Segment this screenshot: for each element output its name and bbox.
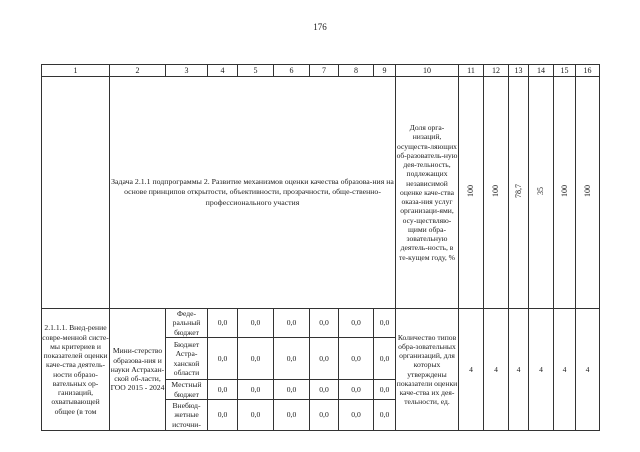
amount: 0,0 bbox=[274, 309, 310, 338]
task-value: 78,7 bbox=[513, 184, 523, 199]
task-value: 100 bbox=[582, 185, 592, 198]
measure-executor: Мини-стерство образова-ния и науки Астрахан-ской об-ласти, ГОО 2015 - 2024 bbox=[110, 309, 166, 431]
funding-source: Местный бюджет bbox=[166, 380, 208, 400]
amount: 0,0 bbox=[339, 338, 374, 380]
amount: 0,0 bbox=[274, 380, 310, 400]
task-value: 100 bbox=[466, 185, 476, 198]
column-number: 13 bbox=[509, 65, 529, 77]
task-value-cell bbox=[554, 77, 576, 309]
measure-name: 2.1.1.1. Внед-рение совре-менной систе-мы критериев и показателей оценки каче-ства деятель-ности образо-вательных ор-ганизаций, охватывающей общее (в том bbox=[42, 309, 110, 431]
amount: 0,0 bbox=[374, 380, 396, 400]
amount: 0,0 bbox=[274, 338, 310, 380]
page-number: 176 bbox=[313, 22, 327, 32]
amount: 0,0 bbox=[238, 400, 274, 431]
amount: 0,0 bbox=[310, 338, 339, 380]
amount: 0,0 bbox=[238, 338, 274, 380]
amount: 0,0 bbox=[339, 309, 374, 338]
task-value: 100 bbox=[559, 185, 569, 198]
column-number: 6 bbox=[274, 65, 310, 77]
column-number: 3 bbox=[166, 65, 208, 77]
column-number: 1 bbox=[42, 65, 110, 77]
column-number: 16 bbox=[576, 65, 600, 77]
funding-source: Бюджет Астра-ханской области bbox=[166, 338, 208, 380]
amount: 0,0 bbox=[374, 400, 396, 431]
amount: 0,0 bbox=[238, 380, 274, 400]
measure-value: 4 bbox=[529, 309, 554, 431]
amount: 0,0 bbox=[238, 309, 274, 338]
column-number: 9 bbox=[374, 65, 396, 77]
column-number: 14 bbox=[529, 65, 554, 77]
amount: 0,0 bbox=[339, 400, 374, 431]
column-number: 12 bbox=[484, 65, 509, 77]
amount: 0,0 bbox=[339, 380, 374, 400]
task-indicator: Доля орга-низаций, осуществ-ляющих об-разователь-ную дея-тельность, подлежащих независимой оценке каче-ства оказа-ния услуг организаци-ями, осу-ществляю-щими обра-зовательную деятель-ность, в те-кущем году, % bbox=[396, 77, 459, 309]
task-value: 100 bbox=[491, 185, 501, 198]
task-value: 35 bbox=[536, 187, 546, 196]
amount: 0,0 bbox=[374, 338, 396, 380]
funding-source: Внебюд-жетные источни- bbox=[166, 400, 208, 431]
blank-cell bbox=[42, 77, 110, 309]
amount: 0,0 bbox=[310, 380, 339, 400]
budget-table bbox=[41, 64, 600, 431]
measure-value: 4 bbox=[484, 309, 509, 431]
measure-value: 4 bbox=[509, 309, 529, 431]
source-row bbox=[42, 309, 600, 338]
column-number-row bbox=[42, 65, 600, 77]
column-number: 4 bbox=[208, 65, 238, 77]
measure-value: 4 bbox=[554, 309, 576, 431]
measure-value: 4 bbox=[576, 309, 600, 431]
amount: 0,0 bbox=[208, 338, 238, 380]
amount: 0,0 bbox=[208, 400, 238, 431]
column-number: 10 bbox=[396, 65, 459, 77]
task-value-cell bbox=[509, 77, 529, 309]
task-value-cell bbox=[484, 77, 509, 309]
task-value-cell bbox=[459, 77, 484, 309]
funding-source: Феде-ральный бюджет bbox=[166, 309, 208, 338]
amount: 0,0 bbox=[274, 400, 310, 431]
amount: 0,0 bbox=[374, 309, 396, 338]
amount: 0,0 bbox=[208, 380, 238, 400]
measure-indicator: Количество типов обра-зовательных организаций, для которых утверждены показатели оценки каче-ства их дея-тельности, ед. bbox=[396, 309, 459, 431]
task-row bbox=[42, 77, 600, 309]
amount: 0,0 bbox=[310, 309, 339, 338]
column-number: 2 bbox=[110, 65, 166, 77]
measure-value: 4 bbox=[459, 309, 484, 431]
task-title: Задача 2.1.1 подпрограммы 2. Развитие механизмов оценки качества образова-ния на основе принципов открытости, объективности, прозрачности, обще-ственно-профессионального участия bbox=[110, 77, 396, 309]
column-number: 8 bbox=[339, 65, 374, 77]
column-number: 5 bbox=[238, 65, 274, 77]
column-number: 11 bbox=[459, 65, 484, 77]
task-value-cell bbox=[576, 77, 600, 309]
amount: 0,0 bbox=[208, 309, 238, 338]
column-number: 15 bbox=[554, 65, 576, 77]
column-number: 7 bbox=[310, 65, 339, 77]
amount: 0,0 bbox=[310, 400, 339, 431]
task-value-cell bbox=[529, 77, 554, 309]
